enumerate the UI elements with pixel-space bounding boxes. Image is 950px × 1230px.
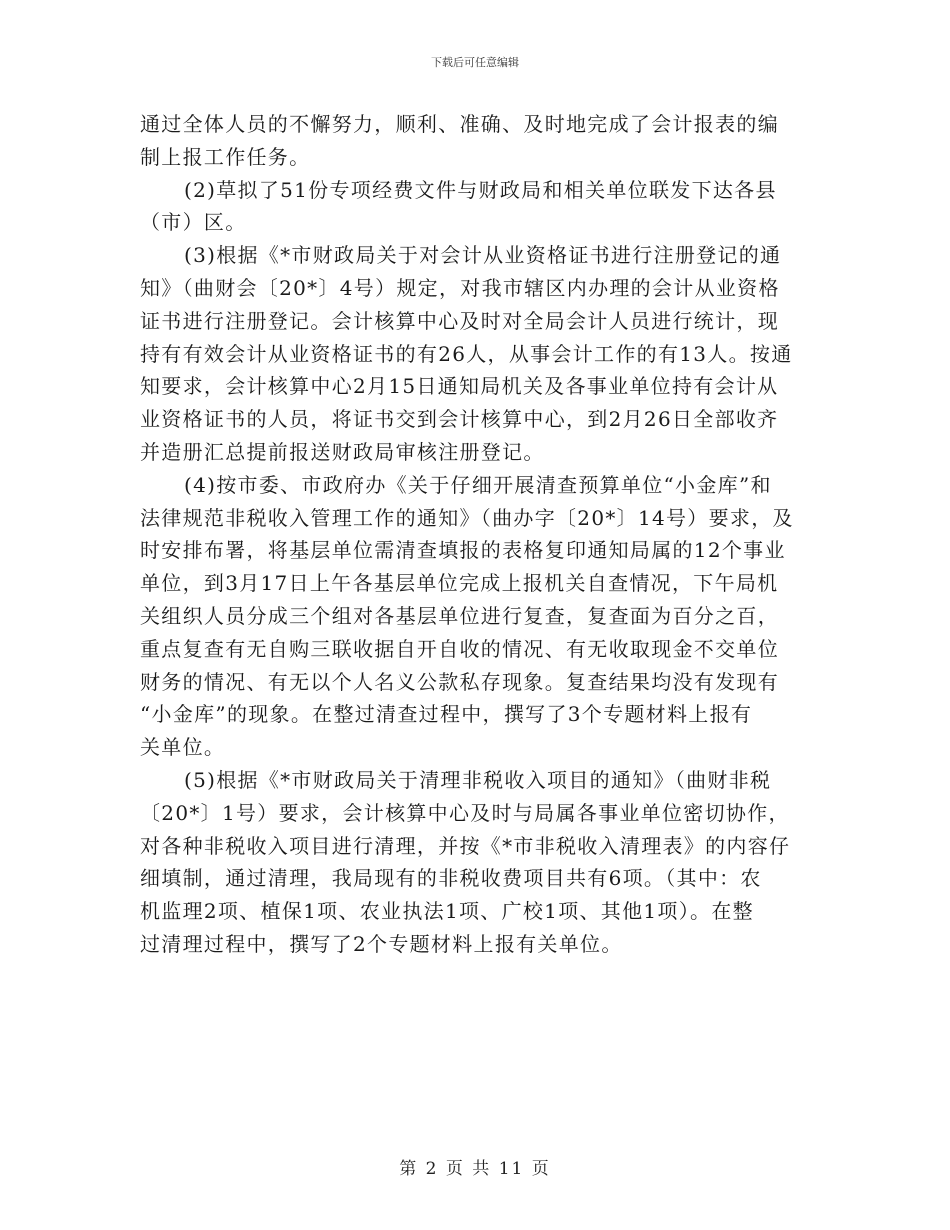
body-line: 制上报工作任务。: [140, 144, 311, 169]
body-line: 业资格证书的人员，将证书交到会计核算中心，到2月26日全部收齐: [140, 407, 779, 432]
body-line: 证书进行注册登记。会计核算中心及时对全局会计人员进行统计，现: [140, 308, 779, 333]
body-line: 关单位。: [140, 735, 226, 760]
body-line: 知要求，会计核算中心2月15日通知局机关及各事业单位持有会计从: [140, 374, 779, 399]
body-line: （市）区。: [140, 210, 247, 235]
page-header-note: 下载后可任意编辑: [431, 56, 519, 69]
body-line: (3)根据《*市财政局关于对会计从业资格证书进行注册登记的通: [184, 243, 782, 268]
body-line: 机监理2项、植保1项、农业执法1项、广校1项、其他1项）。在整: [140, 899, 754, 924]
body-line: (4)按市委、市政府办《关于仔细开展清查预算单位“小金库”和: [184, 472, 772, 497]
body-line: 重点复查有无自购三联收据自开自收的情况、有无收取现金不交单位: [140, 636, 779, 661]
body-line: (5)根据《*市财政局关于清理非税收入项目的通知》（曲财非税: [184, 767, 772, 792]
body-line: 时安排布署，将基层单位需清查填报的表格复印通知局属的12个事业: [140, 538, 786, 563]
body-line: (2)草拟了51份专项经费文件与财政局和相关单位联发下达各县: [184, 177, 777, 202]
body-line: 关组织人员分成三个组对各基层单位进行复查，复查面为百分之百，: [140, 603, 779, 628]
body-line: 财务的情况、有无以个人名义公款私存现象。复查结果均没有发现有: [140, 669, 779, 694]
body-line: 细填制，通过清理，我局现有的非税收费项目共有6项。（其中：农: [140, 866, 762, 891]
body-line: 〔20*〕1号）要求，会计核算中心及时与局属各事业单位密切协作，: [140, 800, 790, 825]
body-line: 单位，到3月17日上午各基层单位完成上报机关自查情况，下午局机: [140, 571, 779, 596]
body-line: 知》（曲财会〔20*〕4号）规定，对我市辖区内办理的会计从业资格: [140, 275, 780, 300]
page-number-footer: 第 2 页 共 11 页: [399, 1159, 551, 1179]
body-line: 通过全体人员的不懈努力，顺利、准确、及时地完成了会计报表的编: [140, 112, 779, 136]
body-line: “小金库”的现象。在整过清查过程中，撰写了3个专题材料上报有: [140, 702, 753, 727]
document-body: [140, 108, 812, 961]
body-line: 法律规范非税收入管理工作的通知》（曲办字〔20*〕14号）要求，及: [140, 505, 794, 530]
body-line: 持有有效会计从业资格证书的有26人，从事会计工作的有13人。按通: [140, 341, 793, 366]
body-line: 对各种非税收入项目进行清理，并按《*市非税收入清理表》的内容仔: [140, 833, 791, 858]
body-line: 并造册汇总提前报送财政局审核注册登记。: [140, 439, 545, 464]
body-line: 过清理过程中，撰写了2个专题材料上报有关单位。: [140, 931, 623, 956]
